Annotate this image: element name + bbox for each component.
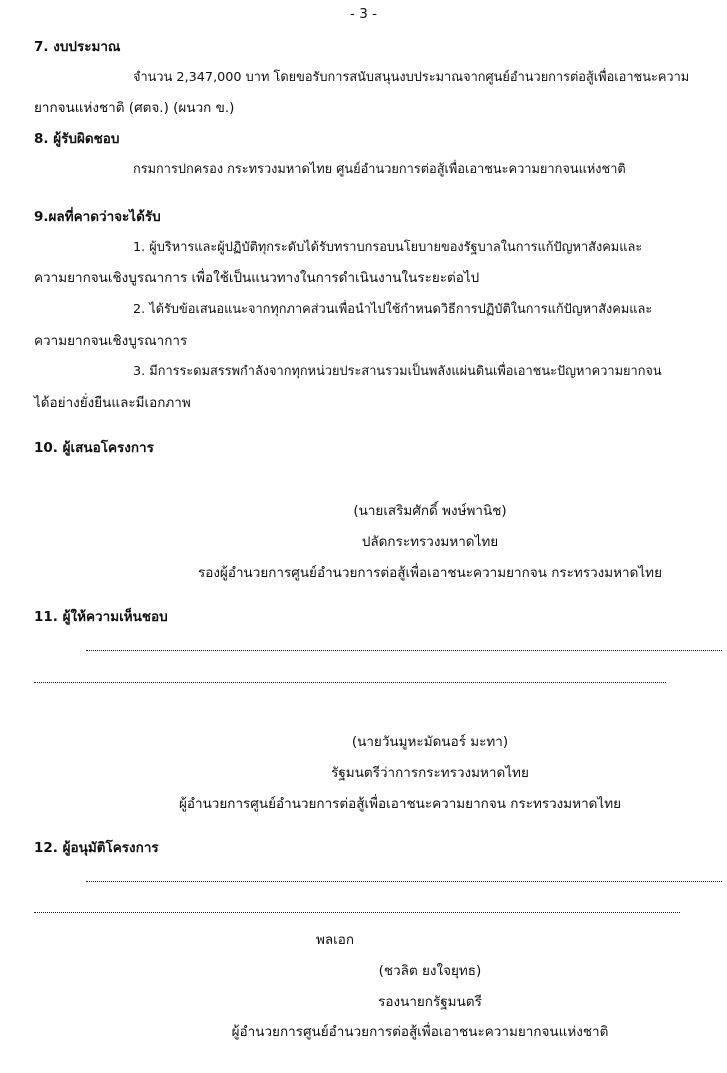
budget-text-line1: จำนวน 2,347,000 บาท โดยขอรับการสนับสนุนงบประมาณจากศูนย์อำนวยการต่อสู้เพื่อเอาชนะความ xyxy=(133,70,690,85)
endorser-comment-line1 xyxy=(86,650,722,651)
proposer-name: (นายเสริมศักดิ์ พงษ์พานิช) xyxy=(353,503,507,519)
proposer-position2: รองผู้อำนวยการศูนย์อำนวยการต่อสู้เพื่อเอาชนะความยากจน กระทรวงมหาดไทย xyxy=(197,565,662,581)
approver-comment-line1 xyxy=(86,881,722,882)
section-approver-heading: 12. ผู้อนุมัติโครงการ xyxy=(34,840,159,856)
approver-comment-line2 xyxy=(34,912,680,913)
endorser-position1: รัฐมนตรีว่าการกระทรวงมหาดไทย xyxy=(331,765,529,781)
expected-item1-line1: 1. ผู้บริหารและผู้ปฏิบัติทุกระดับได้รับทราบกรอบนโยบายของรัฐบาลในการแก้ปัญหาสังคมและ xyxy=(133,240,643,255)
responsible-text: กรมการปกครอง กระทรวงมหาดไทย ศูนย์อำนวยการต่อสู้เพื่อเอาชนะความยากจนแห่งชาติ xyxy=(133,162,626,177)
page-number: - 3 - xyxy=(350,6,377,22)
section-responsible-heading: 8. ผู้รับผิดชอบ xyxy=(34,131,120,147)
expected-item3-line1: 3. มีการระดมสรรพกำลังจากทุกหน่วยประสานรวมเป็นพลังแผ่นดินเพื่อเอาชนะปัญหาความยากจน xyxy=(133,364,662,379)
budget-text-line2: ยากจนแห่งชาติ (ศตจ.) (ผนวก ข.) xyxy=(34,100,235,116)
expected-item2-line2: ความยากจนเชิงบูรณาการ xyxy=(34,333,188,349)
proposer-position1: ปลัดกระทรวงมหาดไทย xyxy=(361,534,499,550)
section-expected-heading: 9.ผลที่คาดว่าจะได้รับ xyxy=(34,209,161,225)
endorser-position2: ผู้อำนวยการศูนย์อำนวยการต่อสู้เพื่อเอาชนะความยากจน กระทรวงมหาดไทย xyxy=(178,796,622,812)
expected-item3-line2: ได้อย่างยั่งยืนและมีเอกภาพ xyxy=(34,395,191,411)
section-proposer-heading: 10. ผู้เสนอโครงการ xyxy=(34,440,154,456)
section-budget-heading: 7. งบประมาณ xyxy=(34,39,121,55)
endorser-name: (นายวันมูหะมัดนอร์ มะทา) xyxy=(351,734,509,750)
expected-item1-line2: ความยากจนเชิงบูรณาการ เพื่อใช้เป็นแนวทางในการดำเนินงานในระยะต่อไป xyxy=(34,270,480,286)
approver-name: (ชวลิต ยงใจยุทธ) xyxy=(378,963,482,979)
endorser-comment-line2 xyxy=(34,682,666,683)
section-endorser-heading: 11. ผู้ให้ความเห็นชอบ xyxy=(34,609,168,625)
approver-position2: ผู้อำนวยการศูนย์อำนวยการต่อสู้เพื่อเอาชนะความยากจนแห่งชาติ xyxy=(231,1024,609,1040)
approver-rank: พลเอก xyxy=(316,932,355,948)
expected-item2-line1: 2. ได้รับข้อเสนอแนะจากทุกภาคส่วนเพื่อนำไปใช้กำหนดวิธีการปฏิบัติในการแก้ปัญหาสังคมและ xyxy=(133,302,653,317)
approver-position1: รองนายกรัฐมนตรี xyxy=(378,994,482,1010)
